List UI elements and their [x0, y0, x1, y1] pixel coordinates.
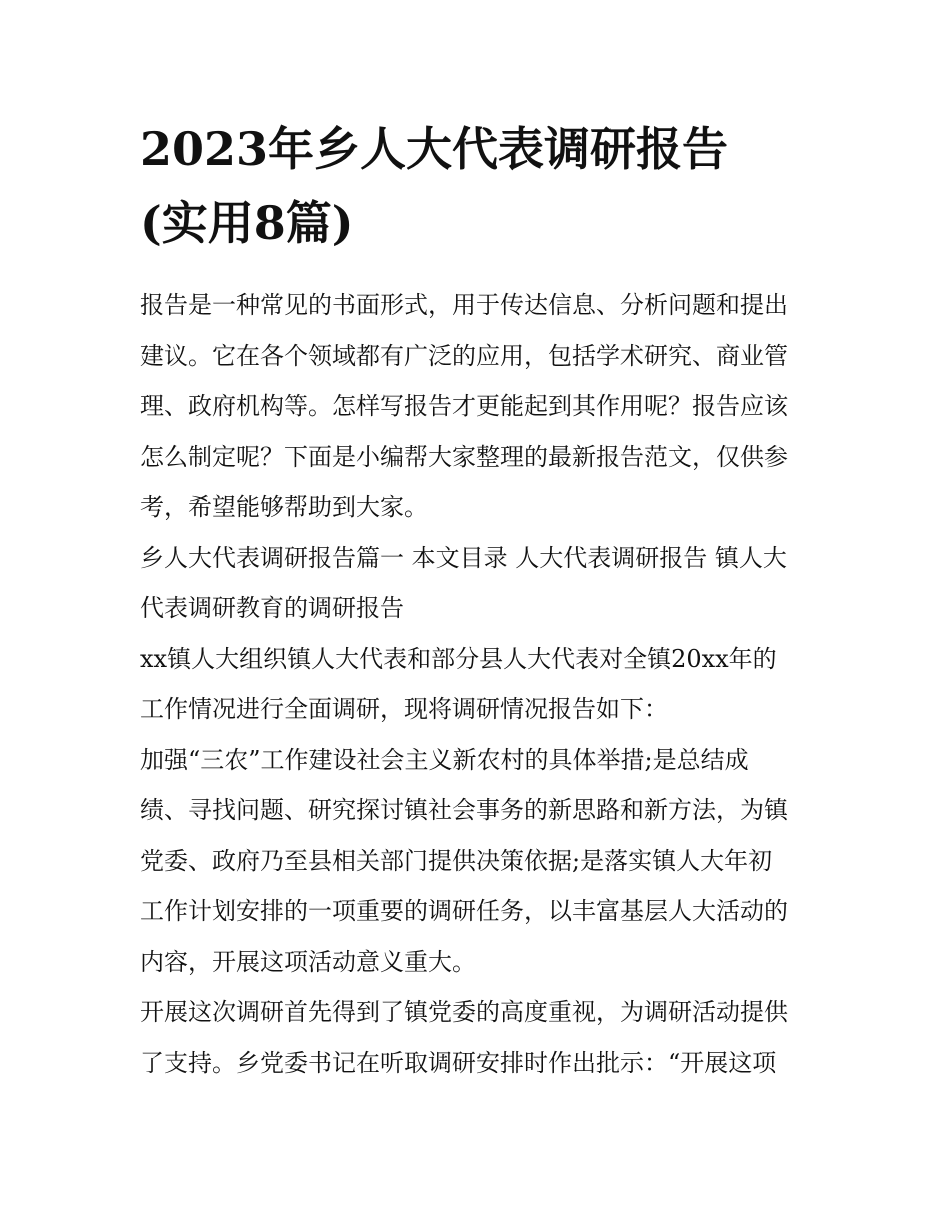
text-line: 工作计划安排的一项重要的调研任务，以丰富基层人大活动的 — [140, 897, 788, 925]
paragraph-significance — [140, 735, 820, 988]
text-line: 理、政府机构等。怎样写报告才更能起到其作用呢？报告应该 — [140, 392, 788, 420]
text-line: 加强“三农”工作建设社会主义新农村的具体举措;是总结成 — [140, 745, 749, 774]
text-line: 绩、寻找问题、研究探讨镇社会事务的新思路和新方法，为镇 — [140, 796, 788, 824]
text-line: 了支持。乡党委书记在听取调研安排时作出批示：“开展这项 — [140, 1048, 777, 1077]
paragraph-overview — [140, 634, 820, 735]
text-line: 工作情况进行全面调研，现将调研情况报告如下： — [140, 695, 668, 723]
paragraph-support — [140, 987, 820, 1088]
text-line: 党委、政府乃至县相关部门提供决策依据;是落实镇人大年初 — [140, 846, 773, 875]
text-line: 报告是一种常见的书面形式，用于传达信息、分析问题和提出 — [140, 291, 788, 319]
text-line: 怎么制定呢？下面是小编帮大家整理的最新报告范文，仅供参 — [140, 442, 788, 471]
paragraph-section-header — [140, 533, 820, 634]
text-line: 考，希望能够帮助到大家。 — [140, 493, 428, 521]
title-line-2: (实用8篇) — [140, 196, 354, 250]
text-line: 代表调研教育的调研报告 — [140, 594, 404, 622]
text-line: 内容，开展这项活动意义重大。 — [140, 947, 476, 976]
text-line: 开展这次调研首先得到了镇党委的高度重视，为调研活动提供 — [140, 998, 788, 1026]
text-line: 乡人大代表调研报告篇一 本文目录 人大代表调研报告 镇人大 — [140, 543, 787, 572]
paragraph-intro — [140, 280, 820, 533]
title-line-1: 2023年乡人大代表调研报告 — [140, 122, 729, 176]
document-body — [140, 280, 820, 1088]
text-line: xx镇人大组织镇人大代表和部分县人大代表对全镇20xx年的 — [140, 644, 777, 673]
document-title — [140, 112, 840, 260]
text-line: 建议。它在各个领域都有广泛的应用，包括学术研究、商业管 — [140, 341, 788, 370]
